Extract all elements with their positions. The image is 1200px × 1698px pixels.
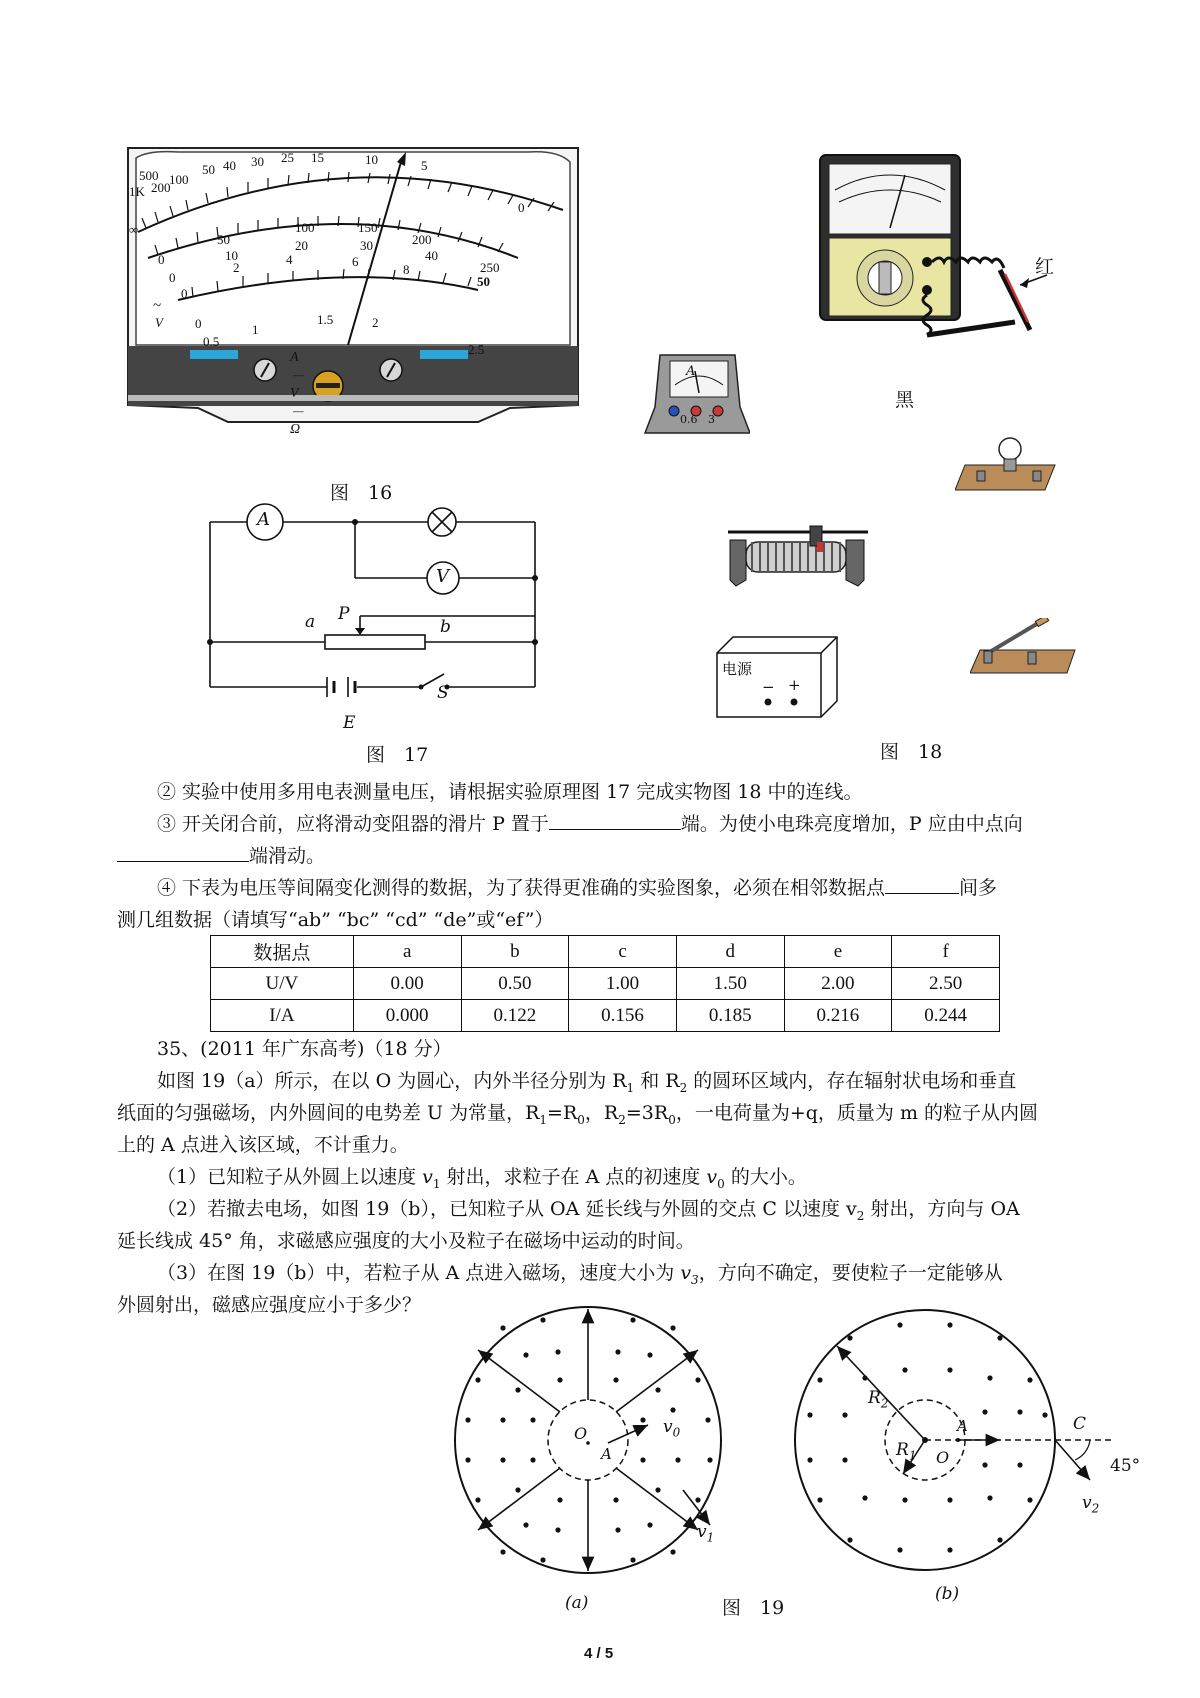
ohm-25: 25 <box>281 150 294 165</box>
low-8: 8 <box>403 262 410 277</box>
v-symbol: V <box>155 315 163 330</box>
table-header-cell: f <box>892 936 1000 968</box>
table-cell: I/A <box>211 1000 354 1032</box>
fig19b-o-label: O <box>936 1448 950 1467</box>
table-header-cell: d <box>676 936 784 968</box>
ac-0: 0 <box>195 316 202 331</box>
node-a-label: a <box>305 612 316 632</box>
fig19b-angle-label: 45° <box>1110 1456 1141 1476</box>
answer-blank-3a[interactable] <box>549 809 681 830</box>
figure-19b-diagram <box>790 1300 1120 1590</box>
low-2: 2 <box>233 260 240 275</box>
ac-05: 0.5 <box>203 334 220 349</box>
black-lead-label: 黑 <box>895 389 915 411</box>
fig19b-c-label: C <box>1073 1414 1087 1434</box>
ohm-inf: ∞ <box>129 222 139 237</box>
fig19a-o-label: O <box>574 1424 588 1443</box>
figure-18-caption: 图 18 <box>880 741 943 763</box>
table-header-cell: a <box>353 936 461 968</box>
table-cell: 0.00 <box>353 968 461 1000</box>
sub-question-2: （2）若撤去电场，如图 19（b），已知粒子从 OA 延长线与外圆的交点 C 以速度 $v_2$ 射出，方向与 OA <box>157 1198 1020 1223</box>
ohm-40: 40 <box>223 158 236 173</box>
slider-p-label: P <box>338 604 350 624</box>
question-3-cont: 端滑动。 <box>117 840 1092 872</box>
table-cell: 1.50 <box>676 968 784 1000</box>
question-3: ③ 开关闭合前，应将滑动变阻器的滑片 P 置于 端。为使小电珠亮度增加，P 应由中点向 <box>117 808 1092 840</box>
ohm-10: 10 <box>365 152 378 167</box>
ammeter-symbol: A <box>257 509 270 530</box>
low-4: 4 <box>286 252 293 267</box>
fig19a-v1-label: $v_1$ <box>697 1522 715 1545</box>
low-0: 0 <box>181 286 188 301</box>
ohm-5: 5 <box>421 158 428 173</box>
mid-40: 40 <box>425 248 438 263</box>
figure-16-meter-dial <box>118 140 588 450</box>
answer-blank-4[interactable] <box>885 873 959 894</box>
figure-17-circuit <box>200 500 550 730</box>
fig19a-v0-label: $v_0$ <box>663 1417 681 1440</box>
sub-question-1: （1）已知粒子从外圆上以速度 $v_1$ 射出，求粒子在 A 点的初速度 $v_0$ 的大小。 <box>157 1166 807 1191</box>
table-cell: 0.156 <box>569 1000 677 1032</box>
answer-blank-3b[interactable] <box>117 841 249 862</box>
sub-question-3: （3）在图 19（b）中，若粒子从 A 点进入磁场，速度大小为 $v_3$，方向不确定，要使粒子一定能够从 <box>157 1262 1003 1287</box>
dc-0: 0 <box>158 252 165 267</box>
fig19a-a-label: A <box>601 1445 612 1463</box>
table-cell: 0.216 <box>784 1000 892 1032</box>
dc-200: 200 <box>412 232 432 247</box>
question-4: ④ 下表为电压等间隔变化测得的数据，为了获得更准确的实验图象，必须在相邻数据点 间多 <box>117 872 1092 904</box>
ohm-50: 50 <box>202 162 215 177</box>
power-supply-label: 电源 <box>722 660 753 678</box>
page-number: 4 / 5 <box>584 1645 614 1662</box>
mid-0: 0 <box>169 270 176 285</box>
figure-16-caption: 图 16 <box>330 482 393 504</box>
table-header-cell: e <box>784 936 892 968</box>
figure-17-caption: 图 17 <box>366 744 429 766</box>
dc-250: 250 <box>480 260 500 275</box>
sub-question-3-line2: 外圆射出，磁感应强度应小于多少？ <box>117 1294 422 1316</box>
ac-1: 1 <box>252 322 259 337</box>
problem-35-line3: 上的 A 点进入该区域，不计重力。 <box>117 1134 409 1156</box>
power-plus: + <box>788 676 801 694</box>
table-row <box>211 1000 1000 1032</box>
problem-35-heading: 35、(2011 年广东高考)（18 分） <box>157 1038 452 1060</box>
fig19b-a-label: A <box>957 1417 968 1435</box>
table-cell: 0.185 <box>676 1000 784 1032</box>
table-cell: 0.50 <box>461 968 569 1000</box>
table-header-row <box>211 936 1000 968</box>
fig19a-caption: (a) <box>565 1593 589 1613</box>
power-minus: − <box>762 678 775 696</box>
question-4-line2: 测几组数据（请填写“ab” “bc” “cd” “de”或“ef”） <box>117 909 554 931</box>
table-cell: 0.244 <box>892 1000 1000 1032</box>
figure-18-switch <box>970 618 1080 678</box>
ohm-15: 15 <box>311 150 324 165</box>
figure-19-caption: 图 19 <box>722 1597 785 1619</box>
fig19b-caption: (b) <box>935 1584 960 1604</box>
voltmeter-symbol: V <box>436 566 449 587</box>
ohm-30: 30 <box>251 154 264 169</box>
ohm-500: 500 <box>139 168 159 183</box>
table-cell: 0.000 <box>353 1000 461 1032</box>
figure-19a-diagram <box>448 1300 748 1590</box>
table-header-cell: 数据点 <box>211 936 354 968</box>
dc-50: 50 <box>217 232 230 247</box>
table-header-cell: c <box>569 936 677 968</box>
fig19b-r2-label: $R_2$ <box>868 1388 889 1411</box>
data-table <box>210 935 1000 1032</box>
low-6: 6 <box>352 254 359 269</box>
fig19b-r1-label: $R_1$ <box>896 1440 917 1463</box>
red-lead-label: 红 <box>1035 256 1055 278</box>
ac-25: 2.5 <box>468 342 485 357</box>
table-cell: 0.122 <box>461 1000 569 1032</box>
ammeter-terminals: 0.6 3 <box>680 413 715 426</box>
ammeter-a-label: A <box>686 364 696 379</box>
ac-2: 2 <box>372 315 379 330</box>
problem-35-line2: 纸面的匀强磁场，内外圆间的电势差 U 为常量，$R_1=R_0$，$R_2=3R_0$，一电荷量为+q，质量为 m 的粒子从内圆 <box>117 1102 1039 1127</box>
source-e-label: E <box>343 713 356 733</box>
sub-question-2-line2: 延长线成 45° 角，求磁感应强度的大小及粒子在磁场中运动的时间。 <box>117 1230 695 1252</box>
problem-35-line1: 如图 19（a）所示，在以 O 为圆心，内外半径分别为 $R_1$ 和 $R_2$ 的圆环区域内，存在辐射状电场和垂直 <box>157 1070 1017 1095</box>
figure-18-multimeter <box>815 150 1055 340</box>
ac-15: 1.5 <box>317 312 334 327</box>
table-cell: 2.50 <box>892 968 1000 1000</box>
ac-symbol: ~ <box>153 298 162 314</box>
ohm-0: 0 <box>518 200 525 215</box>
figure-18-bulb <box>955 435 1065 495</box>
table-row <box>211 968 1000 1000</box>
mid-30: 30 <box>360 238 373 253</box>
mid-10: 10 <box>225 248 238 263</box>
mid-50: 50 <box>477 274 490 289</box>
table-cell: 1.00 <box>569 968 677 1000</box>
dc-150: 150 <box>358 220 378 235</box>
table-header-cell: b <box>461 936 569 968</box>
node-b-label: b <box>440 617 451 637</box>
fig19b-v2-label: $v_2$ <box>1082 1493 1100 1516</box>
switch-s-label: S <box>437 683 449 703</box>
question-2: ② 实验中使用多用电表测量电压，请根据实验原理图 17 完成实物图 18 中的连线。 <box>157 781 863 803</box>
table-cell: 2.00 <box>784 968 892 1000</box>
mid-20: 20 <box>295 238 308 253</box>
ohm-1k: 1K <box>129 184 145 199</box>
figure-18-rheostat <box>718 520 878 590</box>
ohm-100: 100 <box>169 172 189 187</box>
table-cell: U/V <box>211 968 354 1000</box>
ohm-200: 200 <box>151 180 171 195</box>
avo-label: A－V－Ω <box>290 350 304 437</box>
dc-100: 100 <box>295 220 315 235</box>
